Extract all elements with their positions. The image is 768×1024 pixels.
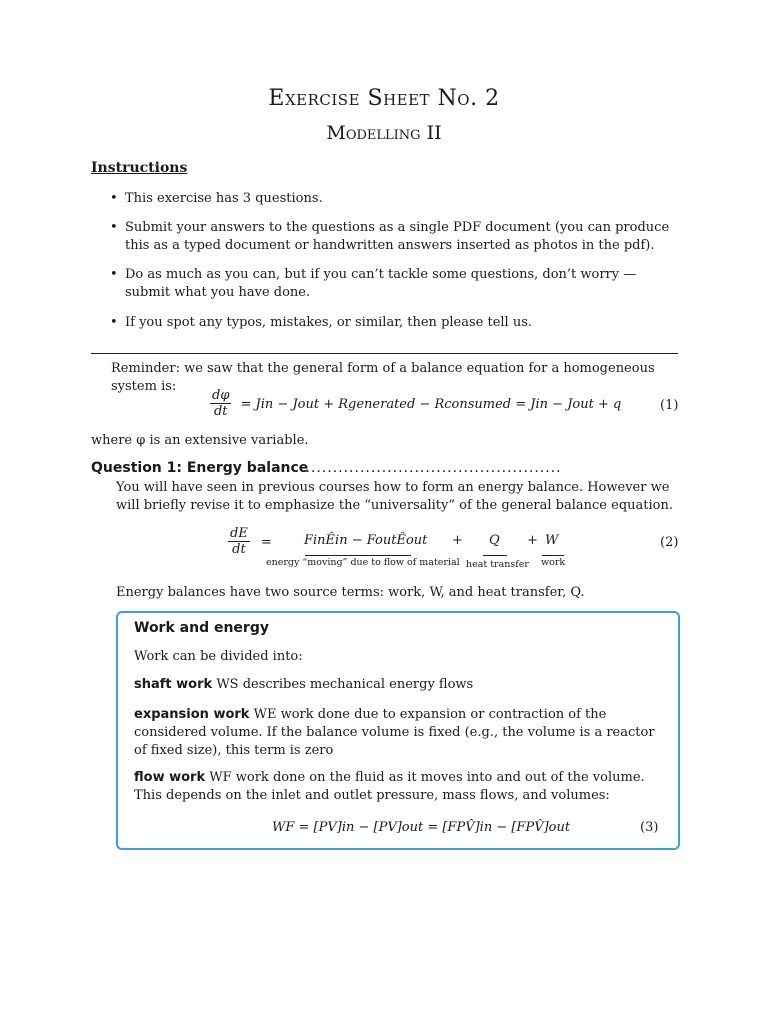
bullet-icon: • [110,267,118,282]
bullet-icon: • [110,220,118,235]
definition-flow-work [134,769,659,805]
bullet-icon: • [110,191,118,206]
instructions-heading: Instructions [91,160,188,176]
definition-shaft-work [134,676,659,694]
question-after: Energy balances have two source terms: work, W, and heat transfer, Q. [116,585,585,600]
equation-rhs: = Jin − Jout + Rgenerated − Rconsumed = Jin − Jout + q [240,397,622,412]
question-intro: You will have seen in previous courses how to form an energy balance. However we will briefly revise it to emphasize the “universality” of the general balance equation. [116,480,673,513]
work-label: work [541,557,566,568]
bullet-icon: • [110,315,118,330]
list-item [110,266,685,302]
heat-label: heat transfer [466,559,529,570]
equation-2-lhs: $\frac{dE}{dt}$ = [230,526,272,557]
underbrace [542,549,564,556]
question-heading: Question 1: Energy balance [91,460,309,476]
equation-number: (3) [640,820,659,835]
equation-1 [210,388,621,419]
denominator: dt [232,542,246,557]
box-intro: Work can be divided into: [134,649,303,664]
page-title: Exercise Sheet No. 2 [268,86,500,111]
page-subtitle: Modelling II [326,122,442,144]
definition-term: flow work [134,770,206,785]
definition-term: shaft work [134,677,213,692]
list-item [110,219,685,255]
underbrace [483,549,507,556]
definition-text: WS describes mechanical energy flows [216,677,474,692]
equation-3: WF = [PV]in − [PV]out = [FPV̂]in − [FPV̂]out [272,820,571,835]
list-item-text: If you spot any typos, mistakes, or similar, then please tell us. [125,315,533,330]
list-item-text: This exercise has 3 questions. [125,191,323,206]
numerator: dφ [212,388,230,403]
box-title: Work and energy [134,620,269,636]
numerator: dE [230,526,248,541]
denominator: dt [213,404,228,419]
definition-text: WE work done due to expansion or contraction of the considered volume. If the balance volume is fixed (e.g., the volume is a reactor of fixed size), this term is zero [134,707,655,758]
list-item-text: Do as much as you can, but if you can’t tackle some questions, don’t worry — submit what you have done. [125,267,637,300]
equation-number: (2) [660,535,679,550]
fraction [228,526,250,557]
underbrace [305,549,411,556]
equation-number: (1) [660,398,679,413]
flow-energy-term: FinÊin − FoutÊout [304,533,428,548]
heat-term: Q [489,533,500,548]
list-item [110,190,685,208]
reminder-text: Reminder: we saw that the general form of a balance equation for a homogeneous system is: [111,361,655,394]
fraction [210,388,231,419]
work-term: W [545,533,559,548]
flow-energy-label: energy “moving” due to flow of material [266,557,460,568]
list-item-text: Submit your answers to the questions as a single PDF document (you can produce this as a typed document or handwritten answers inserted as photos in the pdf). [125,220,670,253]
definition-term: expansion work [134,707,250,722]
definition-expansion-work [134,706,659,760]
reminder-after: where φ is an extensive variable. [91,433,309,448]
leader-dots: ................................................ [300,460,562,476]
list-item [110,314,685,332]
definition-text: WF work done on the fluid as it moves into and out of the volume. This depends on the inlet and outlet pressure, mass flows, and volumes: [134,770,645,803]
divider [91,353,678,354]
